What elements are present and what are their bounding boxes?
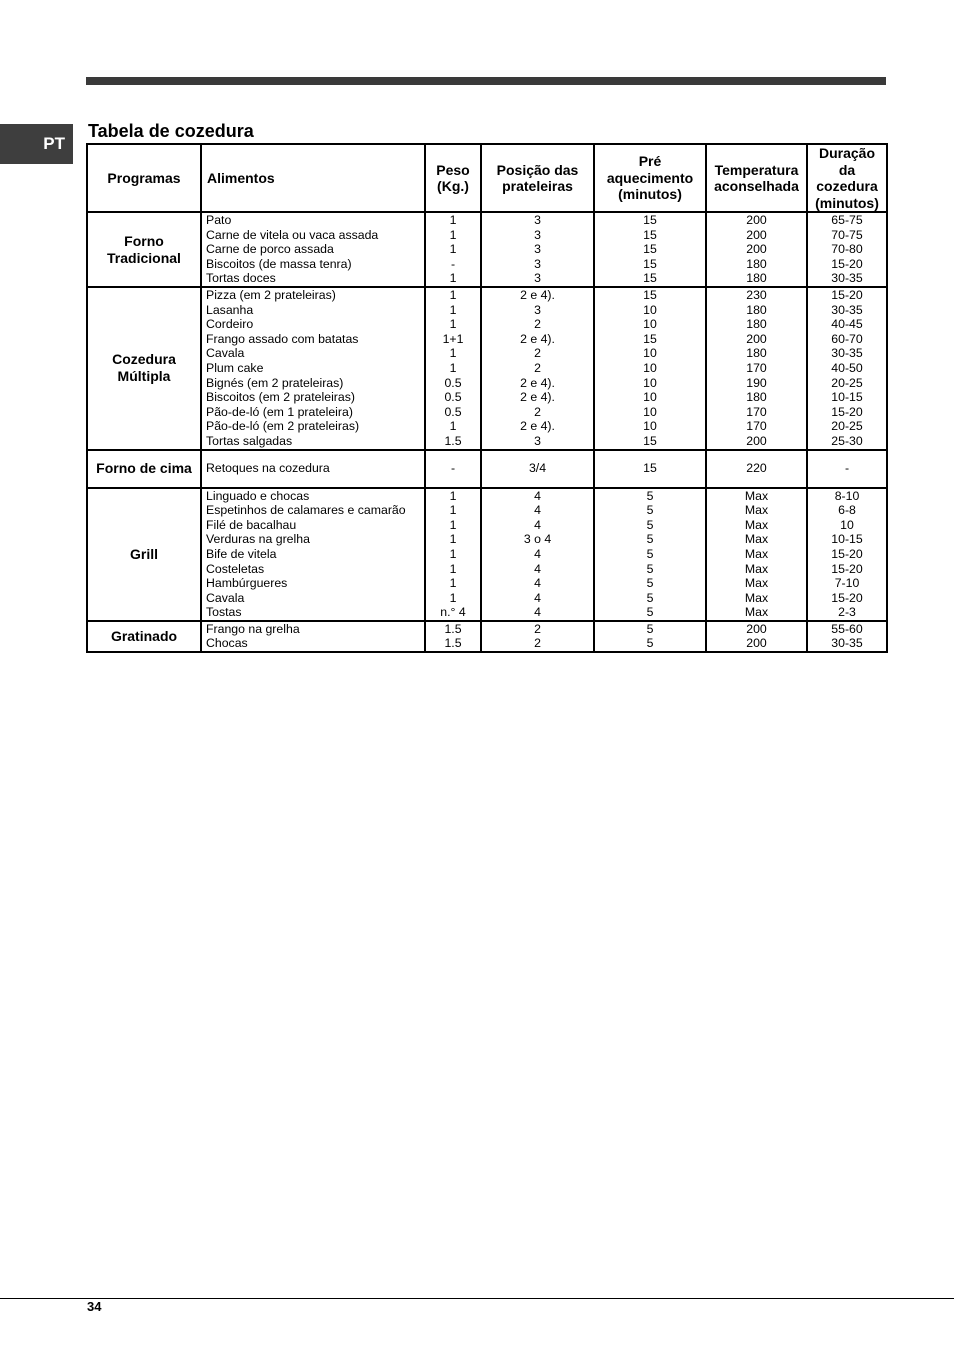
alimentos-cell <box>201 287 425 450</box>
cell-line: 4 <box>534 590 541 605</box>
header-pre-line: aquecimento <box>606 169 694 186</box>
cell-line: 15 <box>643 271 657 286</box>
cell-line: 180 <box>746 390 767 405</box>
cell-line: Bignés (em 2 prateleiras) <box>206 375 344 390</box>
header-row <box>87 144 887 212</box>
cell-line: Filé de bacalhau <box>206 517 297 532</box>
cell-line: 200 <box>746 433 767 448</box>
cell-line: 1 <box>449 213 457 228</box>
cell-line: 200 <box>746 331 767 346</box>
footer-rule <box>0 1298 954 1299</box>
cell-line: 3 <box>534 256 541 271</box>
cell-line: Biscoitos (em 2 prateleiras) <box>206 390 355 405</box>
cell-line: Cavala <box>206 346 245 361</box>
cell-line: 200 <box>746 636 767 651</box>
cell-line: 15-20 <box>831 590 863 605</box>
page-number: 34 <box>87 1299 102 1314</box>
cell-line: 180 <box>746 317 767 332</box>
cell-line: 15 <box>643 227 657 242</box>
posicao-cell <box>481 450 594 488</box>
cell-line: Pão-de-ló (em 1 prateleira) <box>206 404 353 419</box>
cell-line: 0.5 <box>444 375 462 390</box>
cell-line: 1 <box>449 590 457 605</box>
cell-line: Cavala <box>206 590 245 605</box>
cell-line: 1 <box>449 317 457 332</box>
cell-line: n.° 4 <box>440 605 466 620</box>
cell-line: 1 <box>449 227 457 242</box>
cell-line: 10 <box>643 360 657 375</box>
cell-line: 4 <box>534 561 541 576</box>
program-row <box>87 287 887 450</box>
alimentos-cell <box>201 450 425 488</box>
program-cell <box>87 450 201 488</box>
cell-line: 1 <box>449 517 457 532</box>
cell-line: 5 <box>646 532 654 547</box>
temperatura-cell <box>706 287 807 450</box>
cell-line: Biscoitos (de massa tenra) <box>206 256 352 271</box>
program-cell <box>87 287 201 450</box>
cell-line: 70-75 <box>831 227 863 242</box>
cell-line: Hambúrgueres <box>206 576 288 591</box>
program-name-line: Grill <box>129 545 158 562</box>
cell-line: 15-20 <box>831 561 863 576</box>
cell-line: 2-3 <box>838 605 856 620</box>
cell-line: 220 <box>746 461 767 476</box>
cell-line: 15 <box>643 461 657 476</box>
cell-line: 4 <box>534 488 541 503</box>
header-temperatura-line: Temperatura <box>714 161 799 178</box>
pre-aquecimento-cell <box>594 450 706 488</box>
cell-line: 15-20 <box>831 288 863 302</box>
header-alimentos: Alimentos <box>201 144 425 212</box>
cell-line: - <box>844 461 850 476</box>
cell-line: 5 <box>646 621 654 636</box>
header-pre-aquecimento <box>594 144 706 212</box>
cell-line: 3 <box>534 227 541 242</box>
program-cell <box>87 212 201 287</box>
cell-line: 30-35 <box>831 636 863 651</box>
posicao-cell <box>481 212 594 287</box>
cell-line: 170 <box>746 404 767 419</box>
header-pre-line: Pré <box>638 153 662 170</box>
cell-line: 1 <box>449 288 457 302</box>
cell-line: 7-10 <box>834 576 860 591</box>
duracao-cell <box>807 621 887 652</box>
cell-line: Pizza (em 2 prateleiras) <box>206 288 336 302</box>
cell-line: Pão-de-ló (em 2 prateleiras) <box>206 419 360 434</box>
header-posicao-line: prateleiras <box>502 178 573 194</box>
cell-line: 5 <box>646 546 654 561</box>
cell-line: 1 <box>449 360 457 375</box>
cell-line: 1 <box>449 561 457 576</box>
cell-line: 2 e 4). <box>520 331 555 346</box>
peso-cell <box>425 488 481 621</box>
cell-line: 0.5 <box>444 390 462 405</box>
cell-line: 10 <box>643 317 657 332</box>
cell-line: 170 <box>746 419 767 434</box>
alimentos-cell <box>201 488 425 621</box>
cell-line: 2 e 4). <box>520 288 555 302</box>
cell-line: 5 <box>646 488 654 503</box>
cell-line: 15-20 <box>831 256 863 271</box>
peso-cell <box>425 450 481 488</box>
cell-line: 1 <box>449 419 457 434</box>
program-name-line: Gratinado <box>110 627 178 644</box>
cell-line: 1.5 <box>444 636 462 651</box>
cell-line: 65-75 <box>831 213 863 228</box>
cell-line: 2 <box>534 346 541 361</box>
cell-line: 200 <box>746 242 767 257</box>
header-duracao <box>807 144 887 212</box>
cell-line: 2 <box>534 317 541 332</box>
cell-line: 1.5 <box>444 621 462 636</box>
cell-line: 1 <box>449 242 457 257</box>
cell-line: Carne de vitela ou vaca assada <box>206 227 379 242</box>
cell-line: 30-35 <box>831 302 863 317</box>
cell-line: 2 e 4). <box>520 390 555 405</box>
cell-line: 4 <box>534 605 541 620</box>
header-temperatura <box>706 144 807 212</box>
cell-line: 2 <box>534 621 541 636</box>
language-label: PT <box>43 134 65 153</box>
cell-line: Max <box>744 532 769 547</box>
cell-line: Bife de vitela <box>206 546 277 561</box>
cell-line: - <box>450 256 456 271</box>
cell-line: 5 <box>646 576 654 591</box>
pre-aquecimento-cell <box>594 621 706 652</box>
header-duracao-line: Duração <box>818 145 876 161</box>
cell-line: Tostas <box>206 605 242 620</box>
cell-line: 0.5 <box>444 404 462 419</box>
header-programas: Programas <box>87 144 201 212</box>
cell-line: 60-70 <box>831 331 863 346</box>
program-row <box>87 450 887 488</box>
cell-line: 30-35 <box>831 271 863 286</box>
cell-line: 1 <box>449 532 457 547</box>
header-duracao-line: da <box>838 161 856 178</box>
cell-line: Max <box>744 488 769 503</box>
cell-line: 15 <box>643 433 657 448</box>
cell-line: Max <box>744 590 769 605</box>
cell-line: 1 <box>449 302 457 317</box>
cell-line: 170 <box>746 360 767 375</box>
cell-line: 1.5 <box>444 433 462 448</box>
cell-line: 15 <box>643 288 657 302</box>
cell-line: 5 <box>646 517 654 532</box>
cell-line: 190 <box>746 375 767 390</box>
cell-line: 10 <box>643 404 657 419</box>
header-pre-line: (minutos) <box>618 186 682 203</box>
cell-line: 180 <box>746 271 767 286</box>
cell-line: Frango na grelha <box>206 621 300 636</box>
cell-line: Frango assado com batatas <box>206 331 359 346</box>
cell-line: 15 <box>643 242 657 257</box>
cell-line: 30-35 <box>831 346 863 361</box>
cell-line: Tortas salgadas <box>206 433 293 448</box>
alimentos-cell <box>201 212 425 287</box>
duracao-cell <box>807 488 887 621</box>
cell-line: 180 <box>746 256 767 271</box>
cell-line: 4 <box>534 576 541 591</box>
cell-line: 2 <box>534 404 541 419</box>
program-name-line: Tradicional <box>107 249 181 266</box>
cell-line: 5 <box>646 636 654 651</box>
cell-line: 2 e 4). <box>520 375 555 390</box>
cell-line: Plum cake <box>206 360 264 375</box>
duracao-cell <box>807 450 887 488</box>
cell-line: 200 <box>746 621 767 636</box>
cell-line: 10-15 <box>831 390 863 405</box>
cell-line: 10 <box>643 419 657 434</box>
cell-line: Verduras na grelha <box>206 532 310 547</box>
posicao-cell <box>481 287 594 450</box>
cell-line: 3 o 4 <box>523 532 552 547</box>
program-cell <box>87 488 201 621</box>
cell-line: 5 <box>646 561 654 576</box>
header-peso-line: Peso <box>436 161 470 178</box>
cell-line: 10 <box>840 517 854 532</box>
header-posicao-line: Posição das <box>496 161 579 178</box>
posicao-cell <box>481 621 594 652</box>
cooking-table <box>86 143 888 653</box>
cell-line: 10 <box>643 390 657 405</box>
cell-line: Max <box>744 517 769 532</box>
cell-line: Max <box>744 503 769 518</box>
alimentos-cell <box>201 621 425 652</box>
cell-line: 70-80 <box>831 242 863 257</box>
cell-line: 10 <box>643 375 657 390</box>
duracao-cell <box>807 287 887 450</box>
cell-line: 200 <box>746 213 767 228</box>
cell-line: 1 <box>449 546 457 561</box>
cell-line: Max <box>744 576 769 591</box>
program-name-line: Cozedura <box>112 351 176 368</box>
cell-line: 3 <box>534 213 541 228</box>
cell-line: 1 <box>449 346 457 361</box>
cell-line: 2 <box>534 636 541 651</box>
program-name-line: Forno de cima <box>96 460 192 477</box>
cell-line: Retoques na cozedura <box>206 461 330 476</box>
temperatura-cell <box>706 212 807 287</box>
cell-line: 10 <box>643 302 657 317</box>
cell-line: Cordeiro <box>206 317 254 332</box>
cell-line: 1 <box>449 503 457 518</box>
cell-line: 4 <box>534 503 541 518</box>
peso-cell <box>425 621 481 652</box>
program-row <box>87 212 887 287</box>
cell-line: 200 <box>746 227 767 242</box>
program-row <box>87 621 887 652</box>
cell-line: 6-8 <box>838 503 856 518</box>
cell-line: 15 <box>643 331 657 346</box>
cell-line: 20-25 <box>831 375 863 390</box>
program-name-line: Forno <box>124 232 164 249</box>
temperatura-cell <box>706 450 807 488</box>
cell-line: 180 <box>746 302 767 317</box>
cell-line: 230 <box>746 288 767 302</box>
cell-line: 4 <box>534 546 541 561</box>
cell-line: Max <box>744 605 769 620</box>
cell-line: 3 <box>534 433 541 448</box>
cell-line: 20-25 <box>831 419 863 434</box>
cell-line: 1+1 <box>442 331 464 346</box>
cell-line: 3/4 <box>528 461 547 476</box>
cell-line: 10-15 <box>831 532 863 547</box>
cell-line: 25-30 <box>831 433 863 448</box>
header-peso-line: (Kg.) <box>437 178 469 194</box>
cell-line: 2 e 4). <box>520 419 555 434</box>
cell-line: 10 <box>643 346 657 361</box>
cell-line: 15 <box>643 256 657 271</box>
program-name-line: Múltipla <box>117 368 171 385</box>
cell-line: Tortas doces <box>206 271 276 286</box>
cell-line: 4 <box>534 517 541 532</box>
cell-line: - <box>450 461 456 476</box>
cell-line: 180 <box>746 346 767 361</box>
cell-line: 8-10 <box>834 488 860 503</box>
header-duracao-line: (minutos) <box>815 194 879 211</box>
cell-line: 5 <box>646 590 654 605</box>
cell-line: 15 <box>643 213 657 228</box>
cell-line: Max <box>744 561 769 576</box>
cell-line: 3 <box>534 242 541 257</box>
cell-line: Lasanha <box>206 302 254 317</box>
cell-line: 1 <box>449 488 457 503</box>
cell-line: 55-60 <box>831 621 863 636</box>
cell-line: 2 <box>534 360 541 375</box>
temperatura-cell <box>706 621 807 652</box>
header-temperatura-line: aconselhada <box>714 178 799 194</box>
peso-cell <box>425 212 481 287</box>
cell-line: 40-45 <box>831 317 863 332</box>
header-duracao-line: cozedura <box>816 178 878 194</box>
language-tab <box>0 124 73 164</box>
cell-line: Linguado e chocas <box>206 488 310 503</box>
duracao-cell <box>807 212 887 287</box>
cell-line: 1 <box>449 576 457 591</box>
cell-line: 15-20 <box>831 546 863 561</box>
cell-line: 3 <box>534 302 541 317</box>
cell-line: Espetinhos de calamares e camarão <box>206 503 406 518</box>
temperatura-cell <box>706 488 807 621</box>
cell-line: Carne de porco assada <box>206 242 334 257</box>
cell-line: Chocas <box>206 636 248 651</box>
cell-line: 15-20 <box>831 404 863 419</box>
cell-line: 40-50 <box>831 360 863 375</box>
peso-cell <box>425 287 481 450</box>
cell-line: 3 <box>534 271 541 286</box>
pre-aquecimento-cell <box>594 488 706 621</box>
posicao-cell <box>481 488 594 621</box>
pre-aquecimento-cell <box>594 212 706 287</box>
cell-line: 5 <box>646 605 654 620</box>
cell-line: 5 <box>646 503 654 518</box>
cell-line: 1 <box>449 271 457 286</box>
program-cell <box>87 621 201 652</box>
cell-line: Max <box>744 546 769 561</box>
program-row <box>87 488 887 621</box>
cell-line: Pato <box>206 213 232 228</box>
cell-line: Costeletas <box>206 561 265 576</box>
page-title: Tabela de cozedura <box>88 121 254 141</box>
header-posicao <box>481 144 594 212</box>
top-rule <box>86 77 886 85</box>
pre-aquecimento-cell <box>594 287 706 450</box>
header-peso <box>425 144 481 212</box>
